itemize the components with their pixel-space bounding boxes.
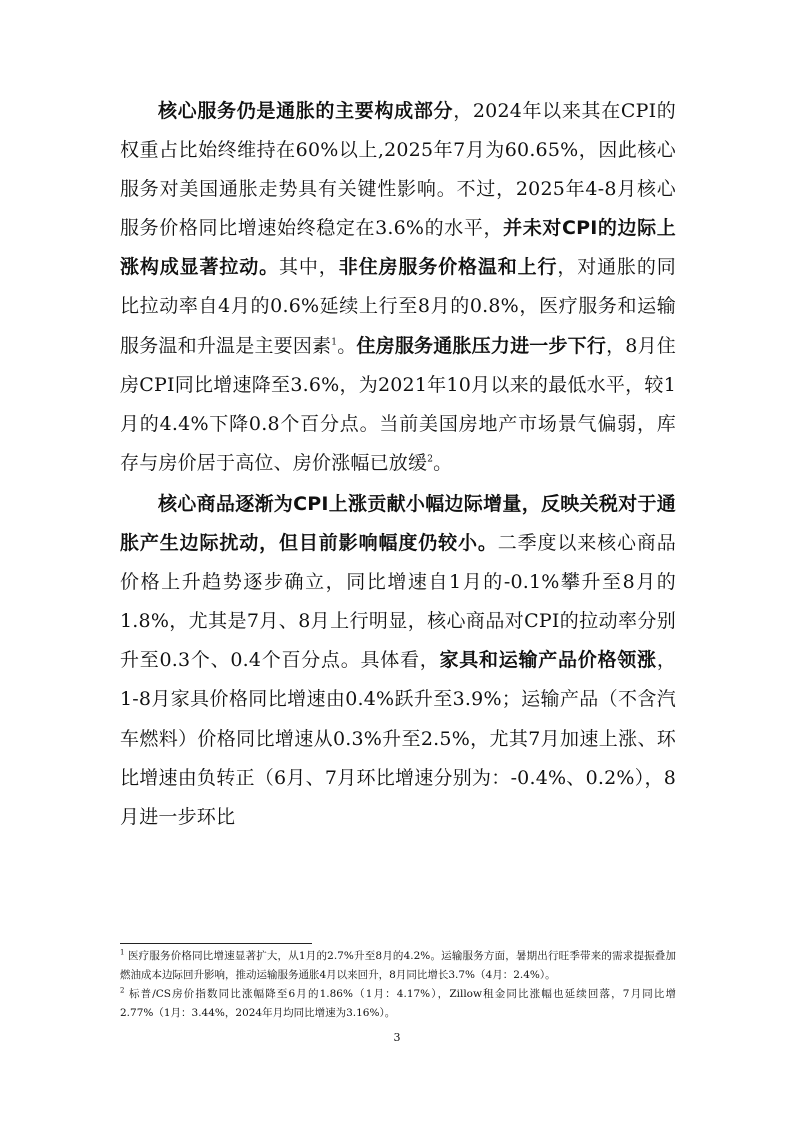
- bold-text-segment: 并未对CPI的边际上涨构成显著拉动。: [120, 217, 676, 279]
- text-segment: ，2024年以来其在CPI的权重占比始终维持在60%以上,2025年7月为60.65%，因此核心服务对美国通胀走势具有关键性影响。不过，2025年4-8月核心服务价格同比增速始终稳定在3.6%的水平，: [120, 100, 676, 240]
- footnote-1-marker: 1: [120, 948, 125, 957]
- text-segment: 。: [433, 451, 453, 474]
- footnote-ref: 2: [427, 454, 434, 465]
- footnote-ref: 1: [331, 337, 338, 348]
- footnote-1-text: 医疗服务价格同比增速显著扩大，从1月的2.7%升至8月的4.2%。运输服务方面，暑期出行旺季带来的需求提振叠加燃油成本边际回升影响，推动运输服务通胀4月以来回升，8月同比增长3.7%（4月：2.4%）。: [120, 950, 676, 981]
- main-body: [120, 92, 676, 837]
- footnote-2: [120, 985, 676, 1023]
- footnote-divider: [120, 943, 312, 944]
- bold-text-segment: 非住房服务价格温和上行: [338, 256, 558, 279]
- bold-text-segment: 核心服务仍是通胀的主要构成部分: [158, 100, 454, 122]
- paragraph-core-services: [120, 92, 676, 483]
- bold-text-segment: 核心商品逐渐为CPI上涨贡献小幅边际增量，反映关税对于通胀产生边际扰动，但目前影响幅度仍较小。: [120, 492, 676, 555]
- text-segment: 二季度以来核心商品价格上升趋势逐步确立，同比增速自1月的-0.1%攀升至8月的1.8%，尤其是7月、8月上行明显，核心商品对CPI的拉动率分别升至0.3个、0.4个百分点。具体看，: [120, 532, 676, 672]
- text-segment: ，1-8月家具价格同比增速由0.4%跃升至3.9%；运输产品（不含汽车燃料）价格同比增速从0.3%升至2.5%，尤其7月加速上涨、环比增速由负转正（6月、7月环比增速分别为：-0.4%、0.2%），8月进一步环比: [120, 649, 677, 828]
- bold-text-segment: 住房服务通胀压力进一步下行: [356, 334, 607, 357]
- footnote-2-marker: 2: [120, 986, 125, 995]
- page-number: 3: [393, 1031, 401, 1044]
- text-segment: ，8月住房CPI同比增速降至3.6%，为2021年10月以来的最低水平，较1月的4.4%下降0.8个百分点。当前美国房地产市场景气偏弱，库存与房价居于高位、房价涨幅已放缓: [120, 334, 676, 474]
- footnotes: [120, 947, 676, 1023]
- text-segment: 。: [337, 334, 357, 357]
- footnote-1: [120, 947, 676, 985]
- bold-text-segment: 家具和运输产品价格领涨: [439, 649, 657, 672]
- footnote-2-text: 标普/CS房价指数同比涨幅降至6月的1.86%（1月：4.17%），Zillow租金同比涨幅也延续回落，7月同比增2.77%（1月：3.44%，2024年月均同比增速为3.16%）。: [120, 988, 676, 1019]
- text-segment: ，对通胀的同比拉动率自4月的0.6%延续上行至8月的0.8%，医疗服务和运输服务温和升温是主要因素: [120, 256, 676, 357]
- paragraph-core-goods: [120, 485, 676, 837]
- text-segment: 其中，: [279, 256, 339, 279]
